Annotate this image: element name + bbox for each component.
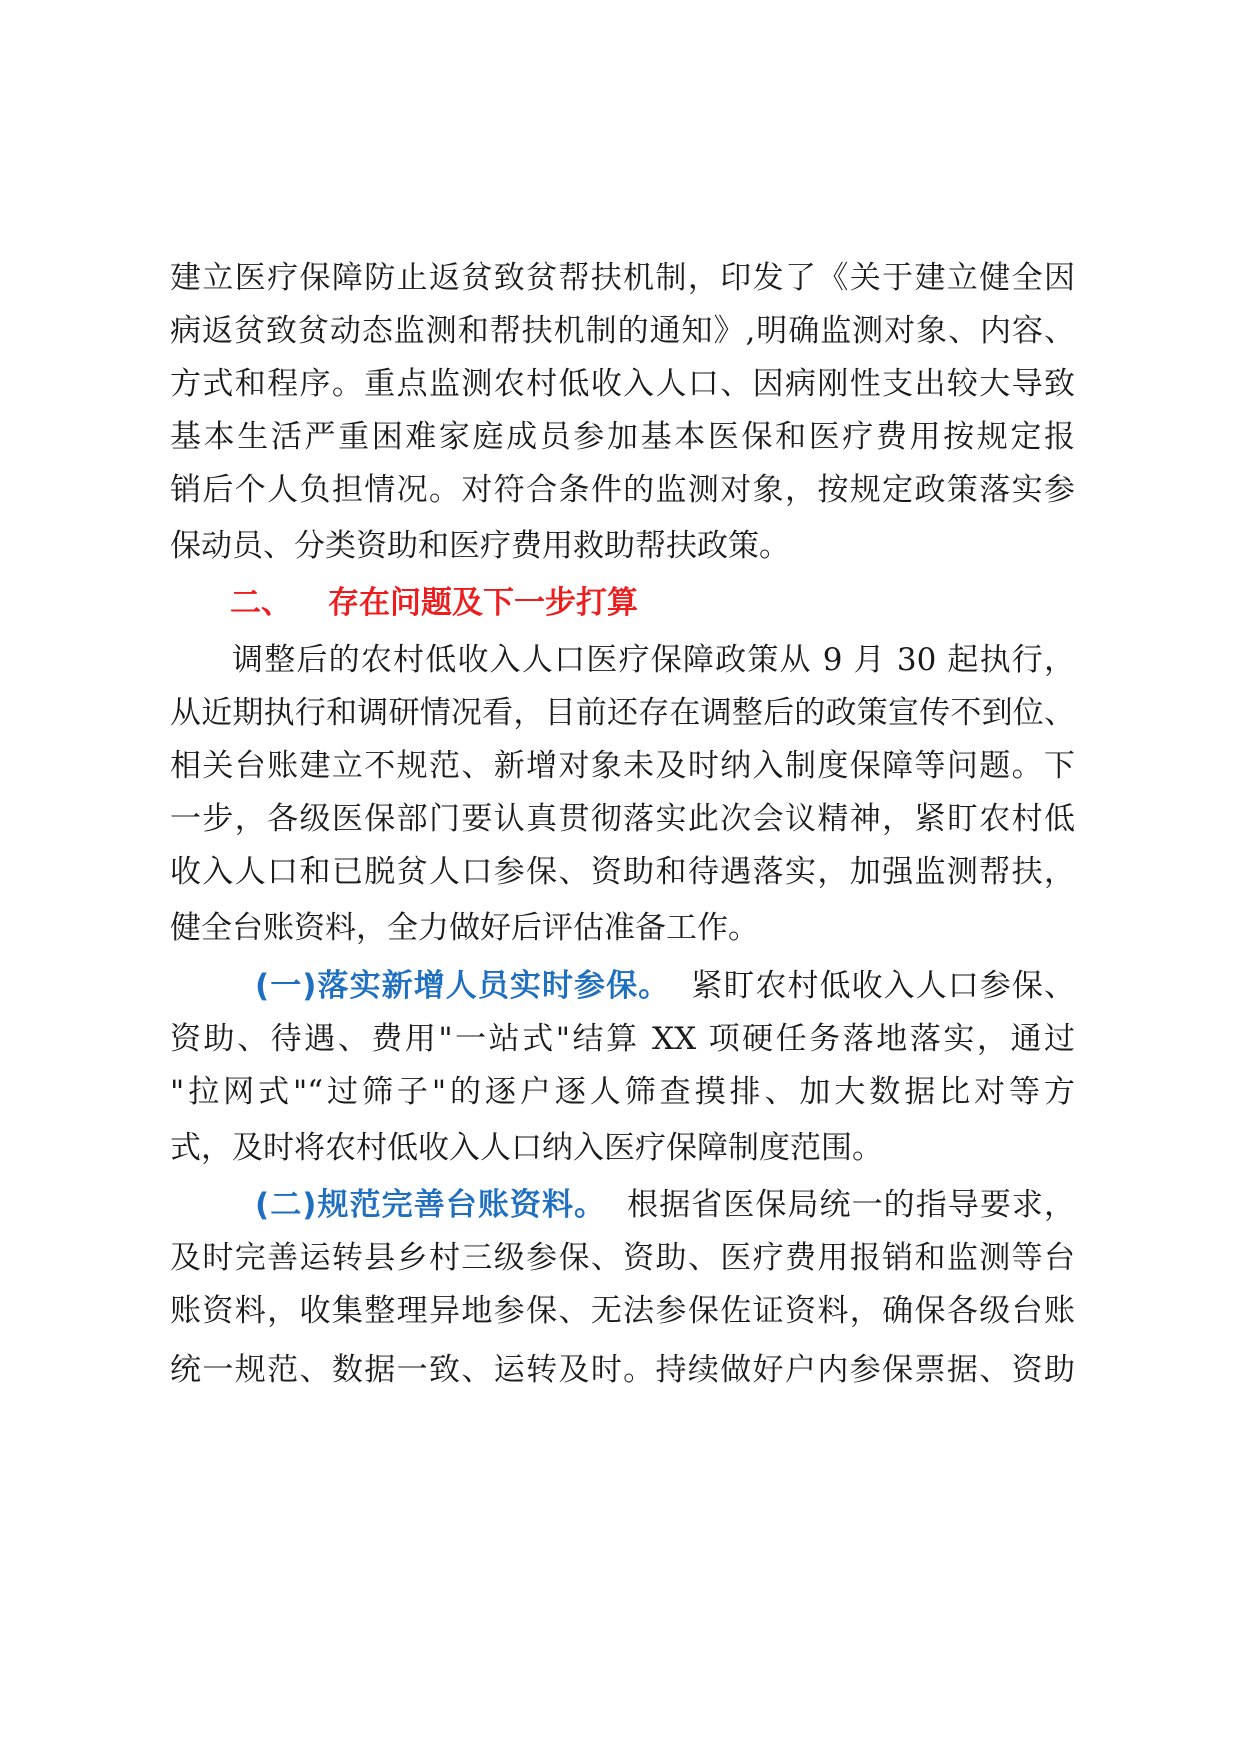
subheading-text: 根据省医保局统一的指导要求， [626, 1187, 1075, 1223]
paragraph-line: 基本生活严重困难家庭成员参加基本医保和医疗费用按规定报 [170, 419, 1075, 455]
subheading-title: (二)规范完善台账资料。 [255, 1187, 607, 1223]
paragraph-line: 建立医疗保障防止返贫致贫帮扶机制，印发了《关于建立健全因 [170, 260, 1075, 296]
paragraph-line: 调整后的农村低收入人口医疗保障政策从 9 月 30 起执行， [232, 642, 1075, 678]
subheading-line [255, 966, 1075, 1006]
paragraph-line: 式，及时将农村低收入人口纳入医疗保障制度范围。 [170, 1130, 883, 1166]
section-title: 存在问题及下一步打算 [328, 585, 638, 621]
paragraph-line: 健全台账资料，全力做好后评估准备工作。 [170, 910, 759, 946]
paragraph-line: "拉网式"“过筛子"的逐户逐人筛查摸排、加大数据比对等方 [170, 1074, 1075, 1110]
paragraph-line: 保动员、分类资助和医疗费用救助帮扶政策。 [170, 528, 790, 564]
section-heading [230, 583, 638, 623]
subheading-text: 紧盯农村低收入人口参保、 [690, 968, 1075, 1004]
paragraph-line: 一步，各级医保部门要认真贯彻落实此次会议精神，紧盯农村低 [170, 801, 1075, 837]
paragraph-line: 从近期执行和调研情况看，目前还存在调整后的政策宣传不到位、 [170, 695, 1075, 731]
paragraph-line: 账资料，收集整理异地参保、无法参保佐证资料，确保各级台账 [170, 1293, 1075, 1329]
paragraph-line: 方式和程序。重点监测农村低收入人口、因病刚性支出较大导致 [170, 366, 1075, 402]
paragraph-line: 病返贫致贫动态监测和帮扶机制的通知》,明确监测对象、内容、 [170, 313, 1075, 349]
section-number: 二、 [230, 585, 292, 621]
paragraph-line: 相关台账建立不规范、新增对象未及时纳入制度保障等问题。下 [170, 748, 1075, 784]
subheading-line [255, 1185, 1075, 1225]
paragraph-line: 收入人口和已脱贫人口参保、资助和待遇落实，加强监测帮扶， [170, 854, 1075, 890]
paragraph-line: 销后个人负担情况。对符合条件的监测对象，按规定政策落实参 [170, 472, 1075, 508]
paragraph-line: 资助、待遇、费用"一站式"结算 XX 项硬任务落地落实，通过 [170, 1021, 1075, 1057]
subheading-title: (一)落实新增人员实时参保。 [255, 968, 671, 1004]
paragraph-line: 及时完善运转县乡村三级参保、资助、医疗费用报销和监测等台 [170, 1240, 1075, 1276]
paragraph-line: 统一规范、数据一致、运转及时。持续做好户内参保票据、资助 [170, 1352, 1075, 1388]
